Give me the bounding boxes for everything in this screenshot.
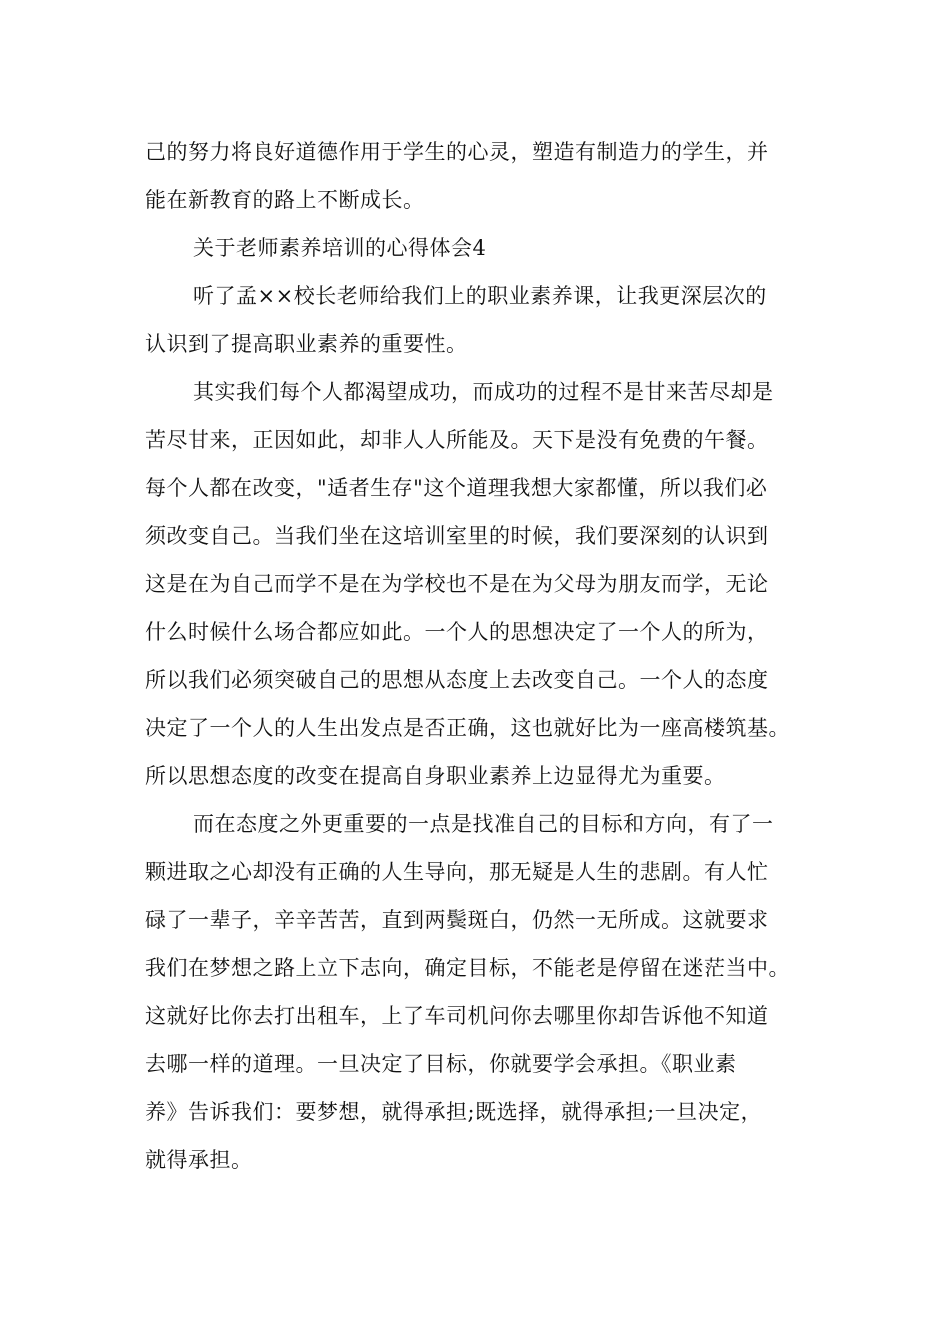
text-line: 能在新教育的路上不断成长。 — [145, 188, 425, 212]
heading-line: 关于老师素养培训的心得体会4 — [193, 236, 487, 260]
text-line: 其实我们每个人都渴望成功，而成功的过程不是甘来苦尽却是 — [193, 380, 774, 404]
text-line: 决定了一个人的人生出发点是否正确，这也就好比为一座高楼筑基。 — [145, 716, 790, 740]
document-body — [145, 128, 817, 1184]
text-line: 什么时候什么场合都应如此。一个人的思想决定了一个人的所为， — [145, 620, 769, 644]
text-line: 养》告诉我们：要梦想，就得承担;既选择，就得承担;一旦决定， — [145, 1100, 763, 1124]
section-heading — [145, 224, 817, 272]
text-line: 这是在为自己而学不是在为学校也不是在为父母为朋友而学，无论 — [145, 572, 769, 596]
text-line: 去哪一样的道理。一旦决定了目标，你就要学会承担。《职业素 — [145, 1052, 737, 1076]
text-line: 就得承担。 — [145, 1148, 253, 1172]
text-line: 己的努力将良好道德作用于学生的心灵，塑造有制造力的学生，并 — [145, 140, 769, 164]
paragraph-goals — [145, 800, 817, 1184]
text-line: 认识到了提高职业素养的重要性。 — [145, 332, 468, 356]
text-line: 我们在梦想之路上立下志向，确定目标，不能老是停留在迷茫当中。 — [145, 956, 790, 980]
text-line: 须改变自己。当我们坐在这培训室里的时候，我们要深刻的认识到 — [145, 524, 769, 548]
text-line: 所以思想态度的改变在提高自身职业素养上边显得尤为重要。 — [145, 764, 726, 788]
text-line: 听了孟××校长老师给我们上的职业素养课，让我更深层次的 — [193, 284, 767, 308]
text-line: 每个人都在改变，"适者生存"这个道理我想大家都懂，所以我们必 — [145, 476, 768, 500]
text-line: 苦尽甘来，正因如此，却非人人所能及。天下是没有免费的午餐。 — [145, 428, 769, 452]
text-line: 所以我们必须突破自己的思想从态度上去改变自己。一个人的态度 — [145, 668, 769, 692]
text-line: 颗进取之心却没有正确的人生导向，那无疑是人生的悲剧。有人忙 — [145, 860, 769, 884]
text-line: 而在态度之外更重要的一点是找准自己的目标和方向，有了一 — [193, 812, 774, 836]
paragraph-intro — [145, 272, 817, 368]
text-line: 这就好比你去打出租车，上了车司机问你去哪里你却告诉他不知道 — [145, 1004, 769, 1028]
paragraph-continuation — [145, 128, 817, 224]
text-line: 碌了一辈子，辛辛苦苦，直到两鬓斑白，仍然一无所成。这就要求 — [145, 908, 769, 932]
paragraph-success — [145, 368, 817, 800]
